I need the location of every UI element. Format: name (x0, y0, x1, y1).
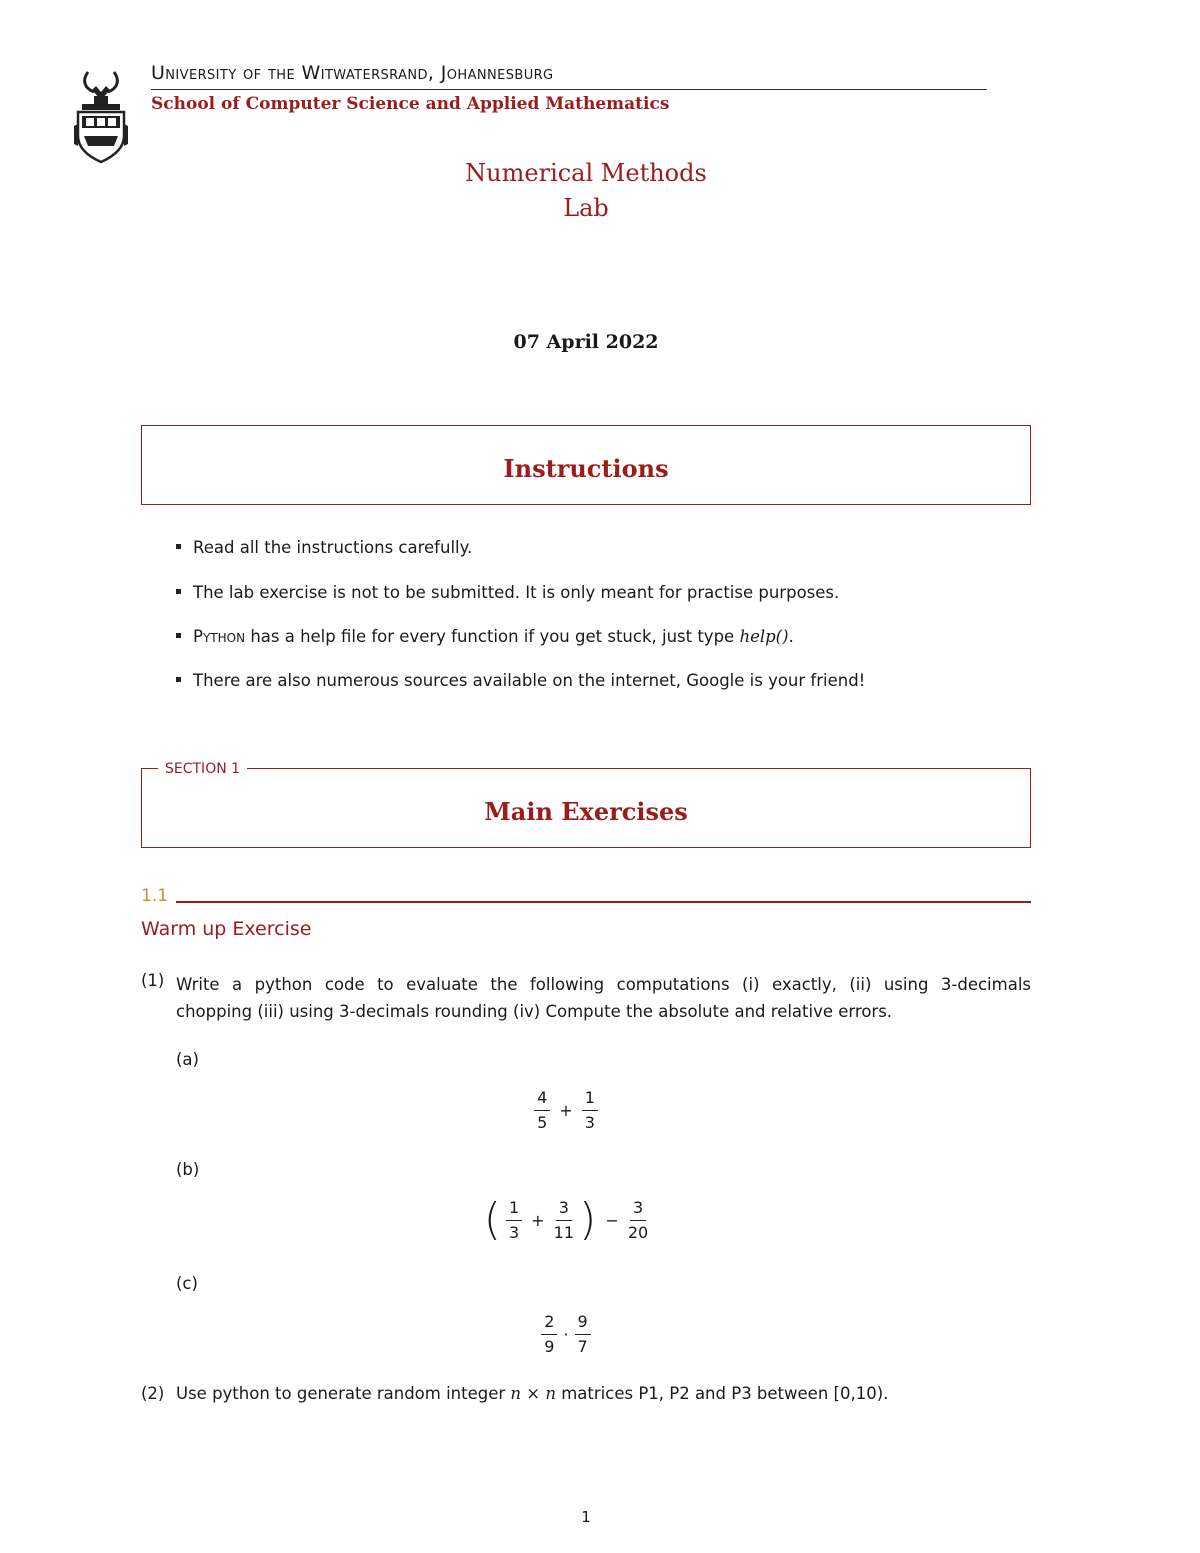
question-2-text: Use python to generate random integer n × n matrices P1, P2 and P3 between [0,10). (176, 1384, 889, 1403)
subsection-title: Warm up Exercise (141, 918, 312, 940)
page-number: 1 (581, 1508, 591, 1526)
header-rule (151, 89, 987, 90)
question-1-text: Write a python code to evaluate the following computations (i) exactly, (ii) using 3-decimals chopping (iii) using 3-decimals rounding (iv) Compute the absolute and relative errors. (176, 975, 1031, 1021)
section-title: Main Exercises (484, 797, 688, 826)
school-name: School of Computer Science and Applied Mathematics (151, 94, 670, 114)
part-c-expression: $\frac{2}{9}$ · $\frac{9}{7}$ (0, 1314, 1166, 1355)
bullet-icon (176, 589, 181, 594)
instructions-box (141, 425, 1031, 505)
university-name-text: University of the Witwatersrand, Johannesburg (151, 62, 554, 84)
title-line-1: Numerical Methods (465, 159, 707, 187)
fraction: $\frac{3}{11}$ (553, 1197, 574, 1242)
document-title (0, 156, 1172, 226)
bullet-icon (176, 677, 181, 682)
fraction: $\frac{1}{3}$ (506, 1200, 522, 1241)
fraction: $\frac{2}{9}$ (541, 1314, 557, 1355)
left-paren: ( (483, 1194, 501, 1245)
fraction: $\frac{1}{3}$ (582, 1090, 598, 1131)
instruction-item: The lab exercise is not to be submitted. It is only meant for practise purposes. (176, 583, 839, 602)
university-crest-logo (70, 66, 132, 166)
part-a-expression: $\frac{4}{5}$ + $\frac{1}{3}$ (0, 1090, 1166, 1131)
python-word: Python (193, 627, 246, 646)
fraction: $\frac{9}{7}$ (575, 1314, 591, 1355)
part-a-label: (a) (176, 1050, 199, 1069)
question-2-number: (2) (141, 1384, 165, 1403)
part-b-expression: ( $\frac{1}{3}$ + $\frac{3}{11}$ ) − $\frac{3}{20}$ (483, 1194, 649, 1245)
fraction: $\frac{3}{20}$ (627, 1197, 649, 1242)
title-line-2: Lab (563, 194, 609, 222)
matrix-size-math: n × n (510, 1384, 556, 1403)
university-name (151, 62, 554, 84)
section-box (141, 768, 1031, 848)
part-b-label: (b) (176, 1160, 200, 1179)
document-date: 07 April 2022 (513, 331, 659, 353)
help-call: help() (739, 627, 789, 646)
bullet-icon (176, 544, 181, 549)
right-paren: ) (579, 1194, 597, 1245)
section-label: SECTION 1 (158, 761, 247, 777)
bullet-icon (176, 633, 181, 638)
instructions-heading: Instructions (503, 454, 669, 483)
subsection-rule (176, 901, 1031, 903)
instruction-item: There are also numerous sources available on the internet, Google is your friend! (176, 671, 865, 690)
fraction: $\frac{4}{5}$ (534, 1090, 550, 1131)
instruction-item: Read all the instructions carefully. (176, 538, 472, 557)
subsection-number: 1.1 (141, 886, 169, 906)
question-1-number: (1) (141, 971, 165, 990)
instruction-item: Python has a help file for every function if you get stuck, just type help(). (176, 627, 794, 646)
part-c-label: (c) (176, 1274, 198, 1293)
